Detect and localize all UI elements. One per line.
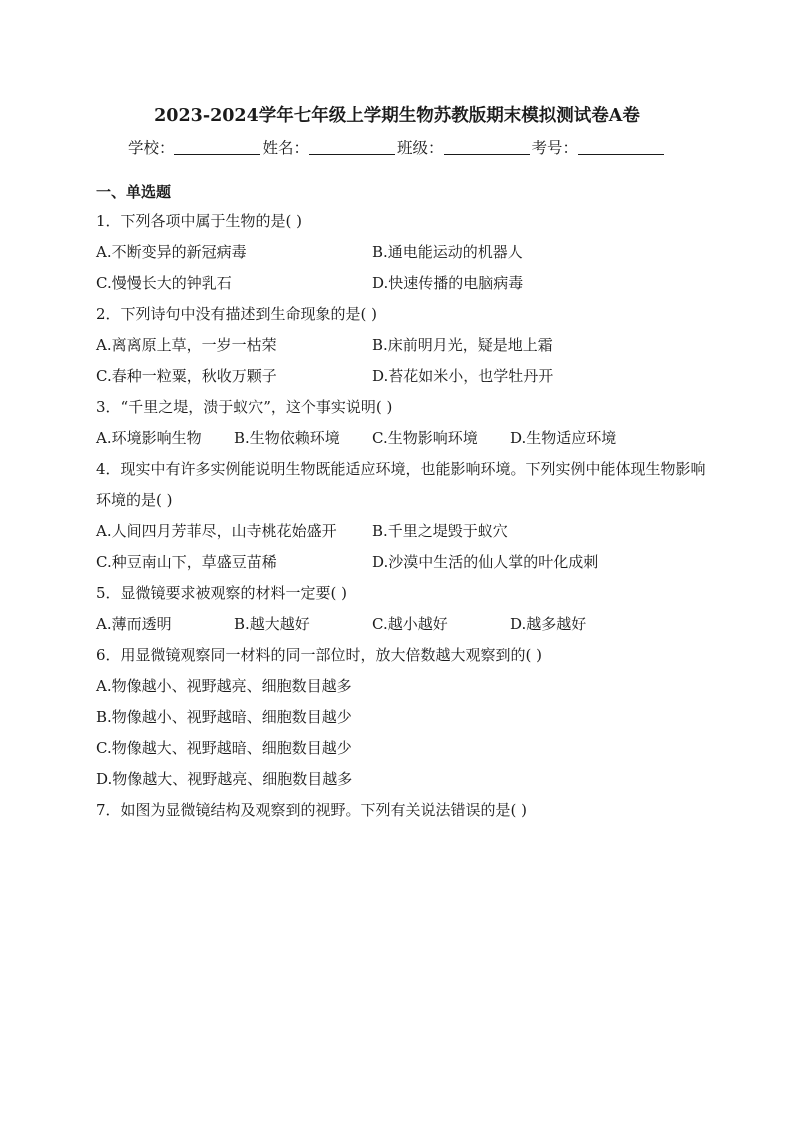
name-field xyxy=(262,136,397,158)
question-2-option-a: A.离离原上草，一岁一枯荣 xyxy=(96,336,277,354)
question-6-stem: 6．用显微镜观察同一材料的同一部位时，放大倍数越大观察到的( ) xyxy=(96,646,543,664)
question-4-options-row-2 xyxy=(96,547,706,578)
question-6-option-a-row xyxy=(96,671,706,702)
question-6-option-c: C.物像越大、视野越暗、细胞数目越少 xyxy=(96,739,352,757)
student-info-line xyxy=(0,136,794,158)
question-1-option-c: C.慢慢长大的钟乳石 xyxy=(96,274,232,292)
question-6-option-a: A.物像越小、视野越亮、细胞数目越多 xyxy=(96,677,352,695)
question-2-options-row-2 xyxy=(96,361,706,392)
question-3-option-b: B.生物依赖环境 xyxy=(234,429,340,447)
question-2-option-d: D.苔花如米小，也学牡丹开 xyxy=(372,367,554,385)
question-4-option-c: C.种豆南山下，草盛豆苗稀 xyxy=(96,553,277,571)
question-5-option-c: C.越小越好 xyxy=(372,615,448,633)
class-label: 班级： xyxy=(397,139,444,157)
question-7-stem: 7．如图为显微镜结构及观察到的视野。下列有关说法错误的是( ) xyxy=(96,801,528,819)
question-5-options-row xyxy=(96,609,706,640)
question-6-option-b-row xyxy=(96,702,706,733)
question-2-option-b: B.床前明月光，疑是地上霜 xyxy=(372,336,553,354)
school-label: 学校： xyxy=(127,139,175,157)
name-blank[interactable] xyxy=(309,140,395,155)
class-field xyxy=(397,136,532,158)
school-field xyxy=(128,136,263,158)
question-3-stem: 3．“千里之堤，溃于蚁穴”，这个事实说明( ) xyxy=(96,398,393,416)
exam-number-field xyxy=(532,136,667,158)
exam-content xyxy=(96,178,706,826)
question-5-stem: 5．显微镜要求被观察的材料一定要( ) xyxy=(96,584,348,602)
class-blank[interactable] xyxy=(444,140,530,155)
question-6-option-c-row xyxy=(96,733,706,764)
section-title: 一、单选题 xyxy=(96,183,172,201)
question-2-stem: 2．下列诗句中没有描述到生命现象的是( ) xyxy=(96,305,378,323)
question-4-options-row-1 xyxy=(96,516,706,547)
question-1-options-row-1 xyxy=(96,237,706,268)
question-6-option-d-row xyxy=(96,764,706,795)
question-1-stem: 1．下列各项中属于生物的是( ) xyxy=(96,212,303,230)
question-4-option-b: B.千里之堤毁于蚁穴 xyxy=(372,522,508,540)
exam-title: 2023-2024学年七年级上学期生物苏教版期末模拟测试卷A卷 xyxy=(154,106,640,126)
question-4-stem: 4．现实中有许多实例能说明生物既能适应环境，也能影响环境。下列实例中能体现生物影响环境的是( ) xyxy=(96,460,706,509)
question-6-option-d: D.物像越大、视野越亮、细胞数目越多 xyxy=(96,770,353,788)
question-5-option-d: D.越多越好 xyxy=(510,615,587,633)
question-1-option-b: B.通电能运动的机器人 xyxy=(372,243,523,261)
school-blank[interactable] xyxy=(174,140,260,155)
exam-number-label: 考号： xyxy=(531,139,579,157)
question-1-option-d: D.快速传播的电脑病毒 xyxy=(372,274,524,292)
question-4-option-d: D.沙漠中生活的仙人掌的叶化成刺 xyxy=(372,553,599,571)
question-3-option-c: C.生物影响环境 xyxy=(372,429,478,447)
question-1-options-row-2 xyxy=(96,268,706,299)
question-3-option-d: D.生物适应环境 xyxy=(510,429,617,447)
question-5-option-a: A.薄而透明 xyxy=(96,615,172,633)
question-2-option-c: C.春种一粒粟，秋收万颗子 xyxy=(96,367,277,385)
question-2-options-row-1 xyxy=(96,330,706,361)
exam-number-blank[interactable] xyxy=(578,140,664,155)
question-1-option-a: A.不断变异的新冠病毒 xyxy=(96,243,247,261)
name-label: 姓名： xyxy=(262,139,309,157)
question-4-option-a: A.人间四月芳菲尽，山寺桃花始盛开 xyxy=(96,522,337,540)
question-3-options-row xyxy=(96,423,706,454)
question-6-option-b: B.物像越小、视野越暗、细胞数目越少 xyxy=(96,708,352,726)
question-3-option-a: A.环境影响生物 xyxy=(96,429,202,447)
question-5-option-b: B.越大越好 xyxy=(234,615,310,633)
